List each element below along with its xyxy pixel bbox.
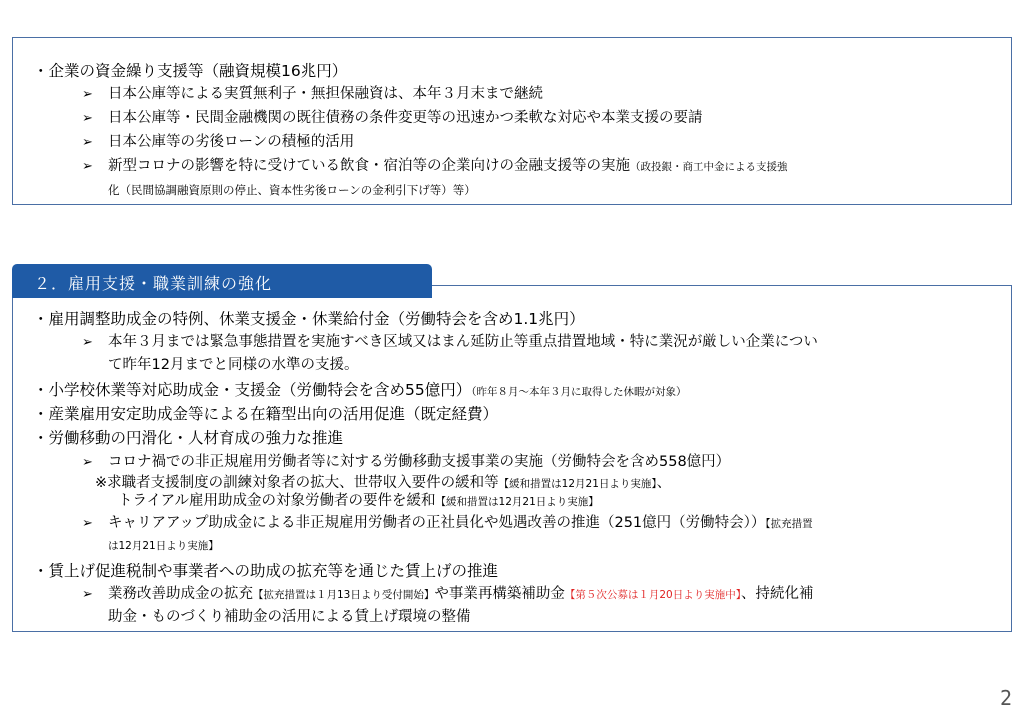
employment-sub-5: ➢ 業務改善助成金の拡充【拡充措置は１月13日より受付開始】や事業再構築補助金【第５次公募は１月20日より実施中】、持続化補 (82, 584, 814, 605)
arrow-icon: ➢ (82, 335, 93, 350)
funding-item-2: ➢ 日本公庫等・民間金融機関の既往債務の条件変更等の迅速かつ柔軟な対応や本業支援の要請 (82, 108, 703, 129)
arrow-icon: ➢ (82, 516, 93, 531)
employment-bullet-2: ・小学校休業等対応助成金・支援金（労働特会を含め55億円）（昨年８月～本年３月に取得した休暇が対象） (33, 381, 687, 399)
employment-sub-5-cont: 助金・ものづくり補助金の活用による賃上げ環境の整備 (108, 609, 471, 625)
employment-note-2: トライアル雇用助成金の対象労働者の要件を緩和【緩和措置は12月21日より実施】 (118, 493, 599, 509)
employment-sub-4-2-cont: は12月21日より実施】 (108, 540, 219, 552)
arrow-icon: ➢ (82, 455, 93, 470)
employment-bullet-5: ・賃上げ促進税制や事業者への助成の拡充等を通じた賃上げの推進 (33, 562, 499, 580)
employment-sub-1-cont: て昨年12月までと同様の水準の支援。 (108, 357, 359, 373)
funding-item-4-note: （政投銀・商工中金による支援強 (630, 161, 788, 173)
funding-item-1: ➢ 日本公庫等による実質無利子・無担保融資は、本年３月末まで継続 (82, 84, 543, 105)
employment-sub-4-1: ➢ コロナ禍での非正規雇用労働者等に対する労働移動支援事業の実施（労働特会を含め558億円） (82, 452, 730, 473)
arrow-icon: ➢ (82, 587, 93, 602)
employment-bullet-1: ・雇用調整助成金の特例、休業支援金・休業給付金（労働特会を含め1.1兆円） (33, 310, 585, 328)
arrow-icon: ➢ (82, 159, 93, 174)
employment-sub-1: ➢ 本年３月までは緊急事態措置を実施すべき区域又はまん延防止等重点措置地域・特に業況が厳しい企業につい (82, 332, 818, 353)
arrow-icon: ➢ (82, 111, 93, 126)
employment-sub-4-2: ➢ キャリアアップ助成金による非正規雇用労働者の正社員化や処遇改善の推進（251億円（労働特会））【拡充措置 (82, 513, 813, 534)
section-2-header: ２．雇用支援・職業訓練の強化 (12, 264, 432, 298)
employment-bullet-4: ・労働移動の円滑化・人材育成の強力な推進 (33, 429, 344, 447)
page-number: 2 (999, 686, 1012, 710)
funding-bullet: ・企業の資金繰り支援等（融資規模16兆円） (33, 62, 348, 80)
funding-item-3: ➢ 日本公庫等の劣後ローンの積極的活用 (82, 132, 354, 153)
funding-item-4-cont: 化（民間協調融資原則の停止、資本性劣後ローンの金利引下げ等）等） (108, 183, 476, 197)
red-notice: 【第５次公募は１月20日より実施中】 (564, 589, 741, 601)
employment-bullet-3: ・産業雇用安定助成金等による在籍型出向の活用促進（既定経費） (33, 405, 499, 423)
employment-note-1: ※求職者支援制度の訓練対象者の拡大、世帯収入要件の緩和等【緩和措置は12月21日より実施】、 (95, 475, 672, 491)
arrow-icon: ➢ (82, 87, 93, 102)
funding-item-4: ➢ 新型コロナの影響を特に受けている飲食・宿泊等の企業向けの金融支援等の実施（政投銀・商工中金による支援強 (82, 156, 788, 177)
employment-bullet-2-note: （昨年８月～本年３月に取得した休暇が対象） (471, 386, 687, 398)
arrow-icon: ➢ (82, 135, 93, 150)
